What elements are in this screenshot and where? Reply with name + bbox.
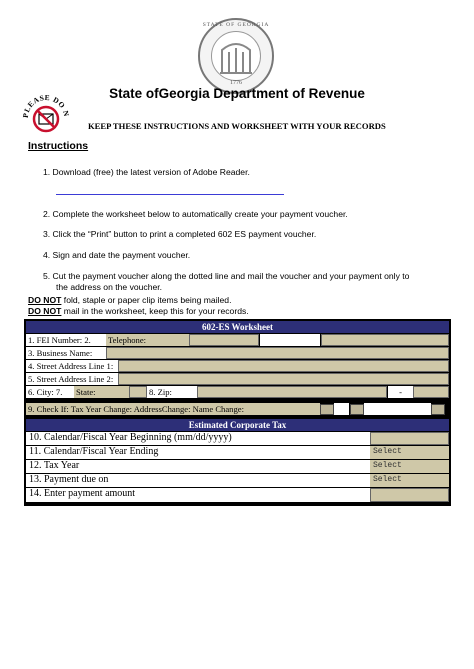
payment-amount-field[interactable] [370,488,449,502]
year-ending-label: 11. Calendar/Fiscal Year Ending [26,446,370,459]
note-emphasis: DO NOT [28,295,62,305]
city-label: 6. City: 7. [26,386,74,398]
note-emphasis: DO NOT [28,306,62,316]
zip-dash: - [388,386,413,398]
tax-year-change-checkbox[interactable] [320,404,334,415]
year-beginning-label: 10. Calendar/Fiscal Year Beginning (mm/dd/yyyy) [26,432,370,445]
fei-number-field[interactable] [189,334,259,346]
instructions-heading: Instructions [28,140,89,152]
fei-number-field-2[interactable] [260,334,320,346]
instruction-step-5-cont: the address on the voucher. [56,282,163,292]
check-spacer [334,403,349,415]
address-change-checkbox[interactable] [350,404,364,415]
worksheet-title: 602-ES Worksheet [26,321,449,333]
tax-year-label: 12. Tax Year [26,460,370,473]
state-field[interactable] [129,386,147,398]
check-spacer [364,403,431,415]
business-name-field[interactable] [106,347,449,359]
instruction-step-1: 1. Download (free) the latest version of Adobe Reader. [43,167,250,177]
fei-number-label: 1. FEI Number: 2. [26,334,106,346]
seal-arch-icon [211,31,261,81]
payment-amount-label: 14. Enter payment amount [26,488,370,502]
adobe-reader-link[interactable] [56,194,284,195]
seal-text: STATE OF GEORGIA [202,22,270,28]
zip-label: 8. Zip: [147,386,197,398]
instruction-step-4: 4. Sign and date the payment voucher. [43,250,191,260]
check-if-text-2: Year Change: Address [85,404,162,414]
georgia-state-seal [198,18,274,94]
name-change-checkbox[interactable] [431,404,445,415]
payment-due-select[interactable]: Select [370,474,449,487]
payment-due-label: 13. Payment due on [26,474,370,487]
note-text: mail in the worksheet, keep this for your records. [61,306,249,316]
business-name-label: 3. Business Name: [26,347,106,359]
check-if-label [26,403,320,415]
street-address-1-field[interactable] [118,360,449,372]
check-if-text-1: 9. Check If: Tax [28,404,84,414]
instruction-step-2: 2. Complete the worksheet below to automatically create your payment voucher. [43,209,348,219]
year-ending-select[interactable]: Select [370,446,449,459]
telephone-field[interactable] [321,334,449,346]
instruction-step-3: 3. Click the “Print” button to print a completed 602 ES payment voucher. [43,229,317,239]
year-beginning-field[interactable] [370,432,449,445]
street-address-2-field[interactable] [118,373,449,385]
note-do-not-mail [28,306,249,316]
stamp-text: PLEASE DO N [20,92,72,119]
keep-notice: KEEP THESE INSTRUCTIONS AND WORKSHEET WITH YOUR RECORDS [88,121,386,131]
telephone-label: Telephone: [106,334,191,346]
check-if-text-3: Change: Name Change: [161,404,244,414]
tax-year-select[interactable]: Select [370,460,449,473]
note-do-not-fold [28,295,231,305]
state-label: State: [74,386,131,398]
note-text: fold, staple or paper clip items being mailed. [61,295,232,305]
page-title: State ofGeorgia Department of Revenue [109,86,365,101]
worksheet-table [24,319,451,506]
instruction-step-5: 5. Cut the payment voucher along the dotted line and mail the voucher and your payment only to [43,271,410,281]
street-address-2-label: 5. Street Address Line 2: [26,373,118,385]
zip-extension-field[interactable] [413,386,449,398]
street-address-1-label: 4. Street Address Line 1: [26,360,118,372]
seal-year: 1776 [230,80,242,86]
corporate-tax-title: Estimated Corporate Tax [26,419,449,431]
zip-field[interactable] [197,386,387,398]
